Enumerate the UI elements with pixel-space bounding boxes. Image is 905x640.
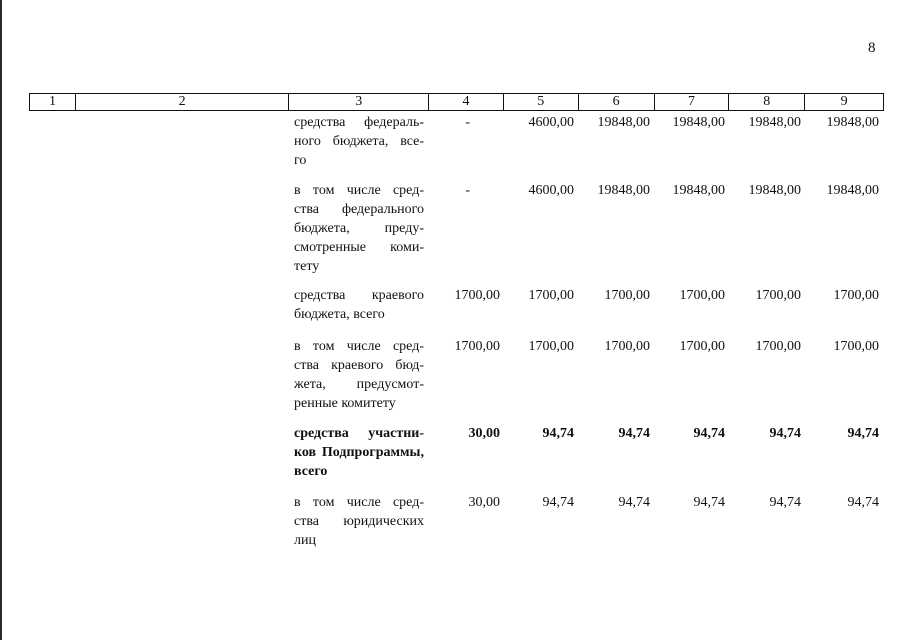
description-line: ков Подпрограммы, [294,445,424,460]
description-line: всего [294,464,328,479]
row-description [294,286,424,324]
row-description [294,424,424,481]
description-line: жета, предусмот- [294,377,424,392]
header-cell-6: 6 [579,94,655,110]
value-cell-col-7: 94,74 [693,426,725,441]
value-cell-col-6: 1700,00 [604,339,650,354]
value-cell-col-9: 94,74 [847,495,879,510]
value-cell-col-9: 19848,00 [826,115,879,130]
row-description [294,337,424,413]
value-cell-col-5: 94,74 [542,495,574,510]
value-cell-col-8: 1700,00 [755,339,801,354]
page-left-edge [0,0,2,640]
value-cell-col-8: 94,74 [769,426,801,441]
value-cell-col-8: 94,74 [769,495,801,510]
description-line: средства краевого [294,288,424,303]
description-line: средства федераль- [294,115,424,130]
page-number: 8 [868,40,876,56]
value-cell-col-9: 1700,00 [833,339,879,354]
value-cell-col-5: 4600,00 [528,183,574,198]
value-cell-col-5: 1700,00 [528,339,574,354]
column-number-header [29,93,884,111]
description-line: бюджета, всего [294,307,385,322]
value-cell-col-8: 19848,00 [748,115,801,130]
description-line: бюджета, преду- [294,221,424,236]
value-cell-col-4: - [465,115,470,130]
header-cell-4: 4 [429,94,504,110]
description-line: ренные комитету [294,396,396,411]
description-line: в том числе сред- [294,495,424,510]
value-cell-col-9: 1700,00 [833,288,879,303]
value-cell-col-9: 19848,00 [826,183,879,198]
header-cell-9: 9 [840,94,848,109]
value-cell-col-5: 94,74 [542,426,574,441]
value-cell-col-4: - [465,183,470,198]
header-cell-1: 1 [30,94,76,110]
value-cell-col-6: 94,74 [618,495,650,510]
value-cell-col-7: 94,74 [693,495,725,510]
description-line: ства федерального [294,202,424,217]
description-line: го [294,153,307,168]
value-cell-col-7: 19848,00 [672,183,725,198]
description-line: ства краевого бюд- [294,358,424,373]
value-cell-col-4: 1700,00 [454,288,500,303]
row-description [294,493,424,550]
row-description [294,113,424,170]
description-line: лиц [294,533,316,548]
header-cell-3: 3 [289,94,429,110]
description-line: в том числе сред- [294,183,424,198]
description-line: ного бюджета, все- [294,134,424,149]
header-cell-8: 8 [729,94,805,110]
value-cell-col-4: 30,00 [468,426,500,441]
value-cell-col-9: 94,74 [847,426,879,441]
value-cell-col-7: 1700,00 [679,288,725,303]
value-cell-col-6: 1700,00 [604,288,650,303]
header-cell-7: 7 [655,94,730,110]
value-cell-col-5: 1700,00 [528,288,574,303]
value-cell-col-8: 19848,00 [748,183,801,198]
description-line: ства юридических [294,514,424,529]
description-line: смотренные коми- [294,240,424,255]
description-line: средства участни- [294,426,424,441]
header-cell-2: 2 [76,94,290,110]
value-cell-col-4: 1700,00 [454,339,500,354]
description-line: в том числе сред- [294,339,424,354]
value-cell-col-6: 19848,00 [597,115,650,130]
value-cell-col-6: 94,74 [618,426,650,441]
row-description [294,181,424,276]
value-cell-col-7: 19848,00 [672,115,725,130]
value-cell-col-6: 19848,00 [597,183,650,198]
value-cell-col-4: 30,00 [468,495,500,510]
value-cell-col-7: 1700,00 [679,339,725,354]
description-line: тету [294,259,320,274]
value-cell-col-5: 4600,00 [528,115,574,130]
header-cell-5: 5 [504,94,579,110]
value-cell-col-8: 1700,00 [755,288,801,303]
